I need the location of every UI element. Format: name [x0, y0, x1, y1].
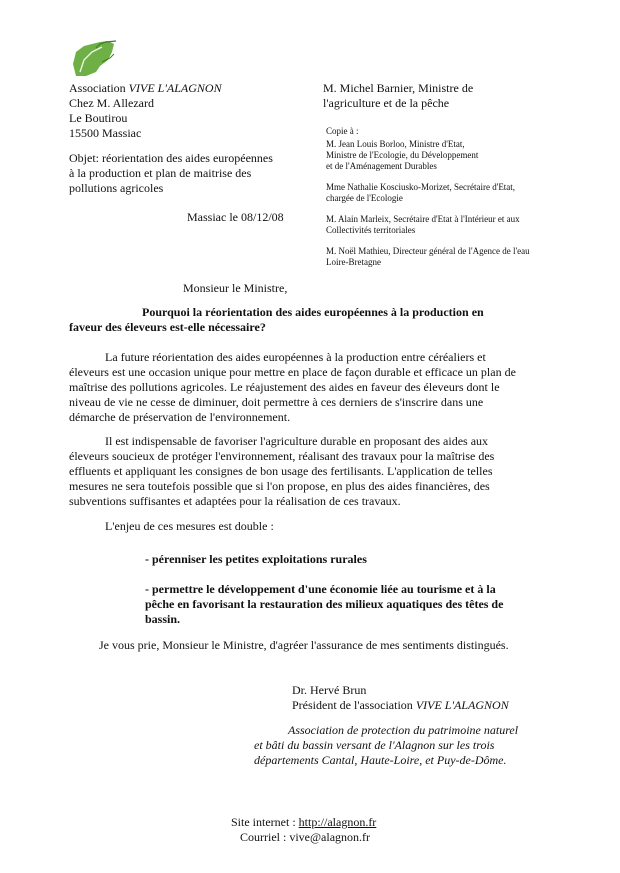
- subject-block: Objet: réorientation des aides européennes à la production et plan de maitrise des pollutions agricoles: [69, 151, 273, 195]
- bullet-item: - permettre le développement d'une économie liée au tourisme et à la pêche en favorisant la restauration des milieux aquatiques des têtes de bassin.: [145, 582, 504, 626]
- stakes-intro: L'enjeu de ces mesures est double :: [105, 519, 274, 533]
- copy-entry: M. Jean Louis Borloo, Ministre d'Etat, Ministre de l'Ecologie, du Développement et de l'Aménagement Durables: [326, 139, 479, 171]
- signature-block: [292, 683, 509, 713]
- website-link[interactable]: http://alagnon.fr: [298, 815, 377, 829]
- body-paragraph: La future réorientation des aides européennes à la production entre céréaliers et éleveurs est une occasion unique pour mettre en place de façon durable et efficace un plan de maîtrise des pollutions agricoles. Le réajustement des aides en faveur des éleveurs dont le niveau de vie ne cesse de diminuer, doit permettre à ces derniers de s'inscrire dans une démarche de préservation de l'environnement.: [69, 350, 516, 424]
- sender-assoc-line: Association VIVE L'ALAGNON: [69, 81, 222, 95]
- recipient-line: M. Michel Barnier, Ministre de: [323, 81, 474, 95]
- recipient-line: l'agriculture et de la pêche: [323, 96, 450, 110]
- closing-line: Je vous prie, Monsieur le Ministre, d'agréer l'assurance de mes sentiments distingués.: [99, 638, 509, 652]
- sender-block: [69, 81, 222, 141]
- letter-title: Pourquoi la réorientation des aides européennes à la production en faveur des éleveurs est-elle nécessaire?: [69, 305, 484, 334]
- bullet-item: - pérenniser les petites exploitations rurales: [145, 552, 367, 566]
- assoc-description: Association de protection du patrimoine naturel et bâti du bassin versant de l'Alagnon sur les trois départements Cantal, Haute-Loire, et Puy-de-Dôme.: [254, 723, 519, 767]
- copy-entry: M. Alain Marleix, Secrétaire d'Etat à l'Intérieur et aux Collectivités territoriales: [326, 214, 520, 235]
- letter-date: Massiac le 08/12/08: [187, 210, 284, 224]
- footer-mail: Courriel : vive@alagnon.fr: [240, 830, 371, 844]
- footer-site: Site internet : http://alagnon.fr: [231, 815, 377, 829]
- sender-line: 15500 Massiac: [69, 126, 142, 140]
- sender-line: Chez M. Allezard: [69, 96, 154, 110]
- copies-block: [326, 126, 530, 268]
- recipient-block: [323, 81, 473, 111]
- leaf-map-logo-icon: [70, 38, 120, 80]
- copies-header: Copie à :: [326, 126, 359, 136]
- salutation: Monsieur le Ministre,: [183, 281, 288, 295]
- copy-entry: Mme Nathalie Kosciusko-Morizet, Secrétaire d'Etat, chargée de l'Ecologie: [326, 182, 516, 203]
- sender-line: Le Boutirou: [69, 111, 128, 125]
- signature-role: Président de l'association VIVE L'ALAGNON: [292, 698, 509, 712]
- signature-name: Dr. Hervé Brun: [292, 683, 367, 697]
- copy-entry: M. Noël Mathieu, Directeur général de l'Agence de l'eau Loire-Bretagne: [326, 246, 530, 267]
- body-paragraph: Il est indispensable de favoriser l'agriculture durable en proposant des aides aux éleveurs soucieux de protéger l'environnement, réalisant des travaux pour la maîtrise des effluents et appliquant les consignes de bon usage des fertilisants. L'application de telles mesures ne sera toutefois possible que si l'on propose, en plus des aides financières, des subventions suffisantes et adaptées pour la réalisation de ces travaux.: [69, 434, 495, 508]
